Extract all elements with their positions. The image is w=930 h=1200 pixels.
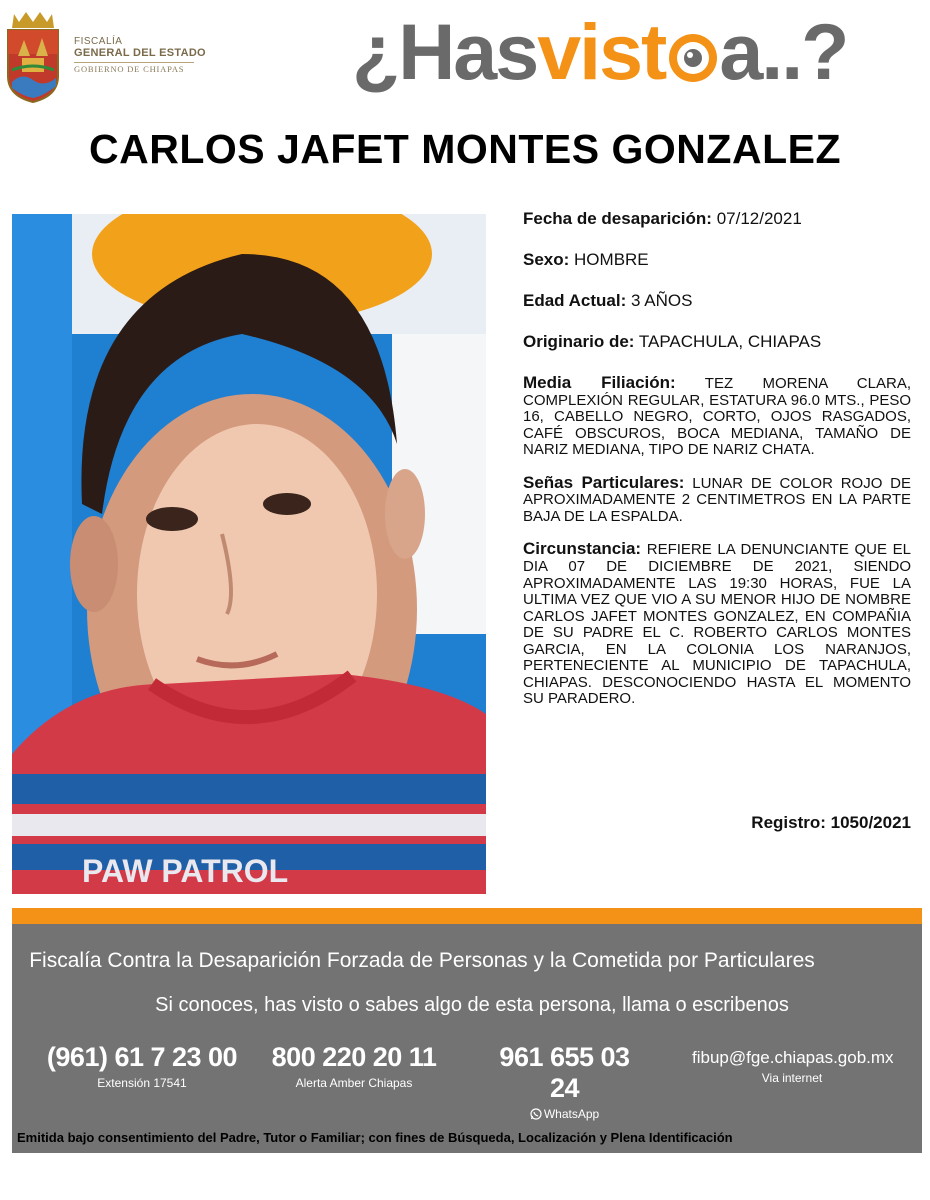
org-line-2: GENERAL DEL ESTADO: [74, 46, 206, 59]
org-name-block: [74, 37, 206, 74]
whatsapp-number[interactable]: 961 655 03 24: [499, 1042, 630, 1103]
field-circunstancia-label: Circunstancia:: [523, 539, 642, 559]
contact-footer: [12, 924, 922, 1153]
field-fecha: [523, 210, 911, 236]
contact-email[interactable]: [692, 1042, 892, 1085]
consent-disclaimer: Emitida bajo consentimiento del Padre, Tutor o Familiar; con fines de Búsqueda, Localización y Plena Identificación: [17, 1130, 733, 1145]
whatsapp-icon: [530, 1108, 542, 1120]
field-circunstancia: [523, 540, 911, 707]
field-edad: [523, 292, 911, 318]
missing-person-name: CARLOS JAFET MONTES GONZALEZ: [89, 126, 841, 172]
field-senas: [523, 474, 911, 526]
fiscalia-title: Fiscalía Contra la Desaparición Forzada de Personas y la Cometida por Particulares: [29, 949, 815, 972]
phone-number[interactable]: (961) 61 7 23 00: [46, 1042, 238, 1072]
whatsapp-label: WhatsApp: [543, 1107, 600, 1121]
accent-bar: [12, 908, 922, 924]
brand-part-1: ¿Has: [352, 7, 538, 96]
email-address[interactable]: fibup@fge.chiapas.gob.mx: [692, 1048, 894, 1067]
phone-number[interactable]: 800 220 20 11: [271, 1042, 437, 1072]
field-senas-value: LUNAR DE COLOR ROJO DE APROXIMADAMENTE 2 CENTIMETROS EN LA PARTE BAJA DE LA ESPALDA.: [523, 474, 912, 525]
org-line-3: GOBIERNO DE CHIAPAS: [74, 64, 185, 75]
org-divider: [74, 62, 194, 63]
eye-icon: [666, 30, 720, 84]
org-line-1: FISCALÍA: [74, 36, 123, 47]
contact-phone-amber[interactable]: [270, 1042, 438, 1090]
field-sexo: [523, 251, 911, 277]
brand-part-3: a..?: [719, 7, 848, 96]
whatsapp-label-row: [482, 1107, 647, 1121]
field-originario-value: TAPACHULA, CHIAPAS: [638, 332, 822, 351]
field-edad-label: Edad Actual:: [523, 291, 627, 310]
phone-extension: Extensión 17541: [97, 1076, 187, 1090]
field-originario-label: Originario de:: [523, 332, 635, 351]
field-fecha-value: 07/12/2021: [716, 209, 802, 228]
field-filiacion-label: Media Filiación:: [523, 373, 676, 392]
registro-number: Registro: 1050/2021: [751, 813, 911, 832]
contact-phone-fiscalia[interactable]: [42, 1042, 242, 1090]
field-circunstancia-value: REFIERE LA DENUNCIANTE QUE EL DIA 07 DE DICIEMBRE DE 2021, SIENDO APROXIMADAMENTE LAS 19:30 HORAS, FUE LA ULTIMA VEZ QUE VIO A SU MENOR HIJO DE NOMBRE CARLOS JAFET MONTES GONZALEZ, EN COMPAÑIA DE SU PADRE EL C. ROBERTO CARLOS MONTES GARCIA, EN LA COLONIA LOS NARANJOS, PERTENECIENTE AL MUNICIPIO DE TAPACHULA, CHIAPAS. DESCONOCIENDO HASTA EL MOMENTO SU PARADERO.: [523, 541, 911, 708]
field-senas-label: Señas Particulares:: [523, 472, 685, 492]
call-to-action: Si conoces, has visto o sabes algo de esta persona, llama o escribenos: [155, 994, 789, 1016]
field-filiacion-value: TEZ MORENA CLARA, COMPLEXIÓN REGULAR, ESTATURA 96.0 MTS., PESO 16, CABELLO NEGRO, CORTO, OJOS RASGADOS, CAFÉ OBSCUROS, BOCA MEDIANA, TAMAÑO DE NARIZ MEDIANA, TIPO DE NARIZ CHATA.: [523, 375, 911, 459]
brand-part-2: vist: [537, 7, 666, 96]
missing-person-photo: [12, 214, 486, 894]
field-fecha-label: Fecha de desaparición:: [523, 209, 712, 228]
field-originario: [523, 333, 911, 359]
shirt-print-text: PAW PATROL: [82, 853, 289, 889]
field-sexo-value: HOMBRE: [574, 250, 649, 269]
field-edad-value: 3 AÑOS: [631, 291, 693, 310]
contact-whatsapp[interactable]: [482, 1042, 647, 1121]
state-seal-logo: [4, 10, 62, 104]
details-panel: [523, 210, 911, 723]
email-label: Via internet: [761, 1071, 823, 1085]
field-sexo-label: Sexo:: [523, 250, 570, 269]
phone-label: Alerta Amber Chiapas: [295, 1076, 413, 1090]
campaign-logo: [352, 6, 848, 96]
field-filiacion: [523, 374, 911, 459]
